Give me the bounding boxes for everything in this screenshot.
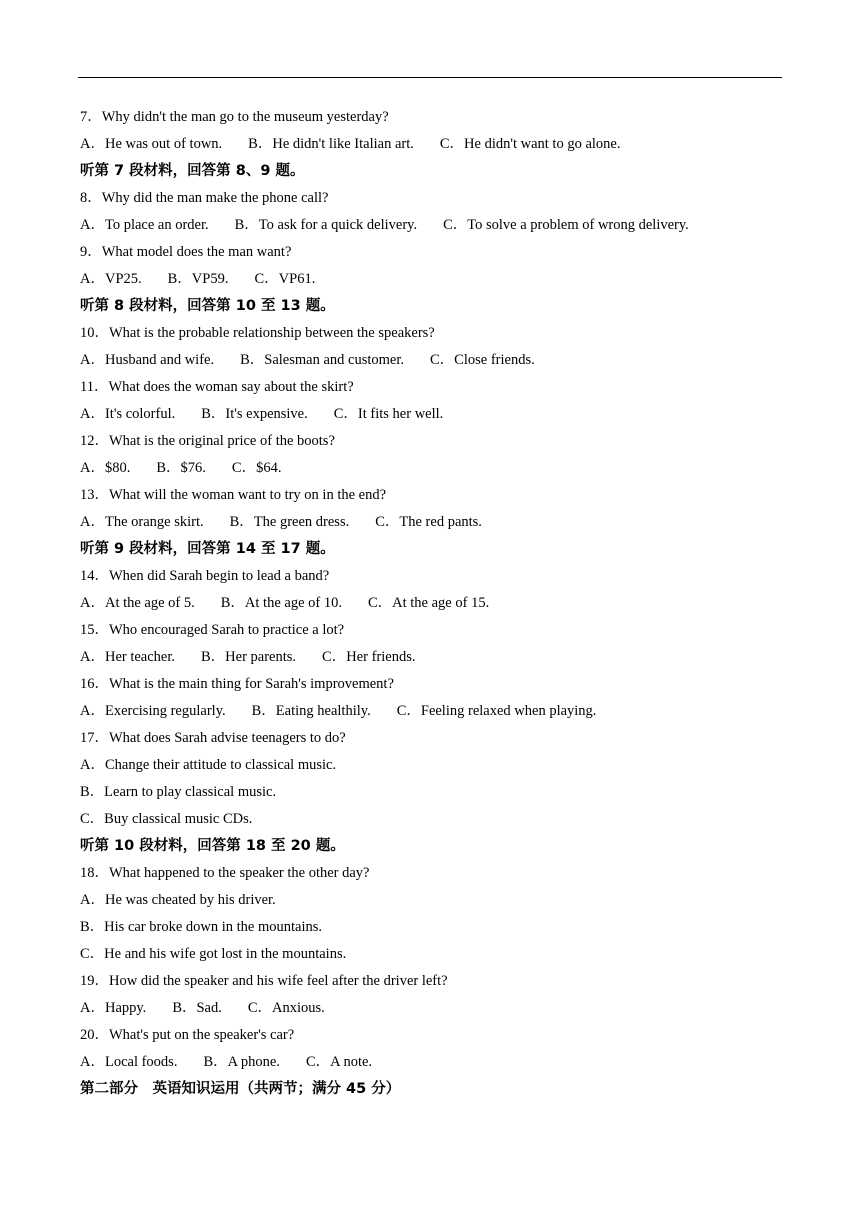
answer-option: A．Local foods. [80, 1054, 178, 1070]
answer-option: C．To solve a problem of wrong delivery. [443, 217, 689, 233]
answer-option: B．His car broke down in the mountains. [80, 919, 323, 935]
answer-option: C．Close friends. [430, 352, 535, 368]
answer-options [80, 509, 780, 536]
answer-option: B．It's expensive. [201, 406, 308, 422]
answer-option: A．VP25. [80, 271, 142, 287]
answer-option: A．At the age of 5. [80, 595, 195, 611]
answer-option: B．Salesman and customer. [240, 352, 405, 368]
answer-options [80, 752, 780, 779]
exam-content [80, 104, 780, 1103]
answer-option: A．The orange skirt. [80, 514, 204, 530]
answer-option: B．VP59. [167, 271, 229, 287]
question-stem: 14．When did Sarah begin to lead a band? [80, 568, 330, 584]
answer-option: B．Learn to play classical music. [80, 784, 277, 800]
question-stem: 13．What will the woman want to try on in the end? [80, 487, 387, 503]
answer-option: B．$76. [156, 460, 206, 476]
answer-options [80, 590, 780, 617]
answer-options [80, 914, 780, 941]
answer-option: A．To place an order. [80, 217, 209, 233]
answer-options [80, 806, 780, 833]
answer-options [80, 779, 780, 806]
answer-option: B．Sad. [172, 1000, 222, 1016]
answer-option: C．$64. [231, 460, 282, 476]
answer-option: B．The green dress. [229, 514, 350, 530]
answer-options [80, 347, 780, 374]
question-stem: 8．Why did the man make the phone call? [80, 190, 329, 206]
answer-option: C．Anxious. [247, 1000, 325, 1016]
answer-options [80, 212, 780, 239]
answer-option: B．At the age of 10. [220, 595, 342, 611]
answer-option: C．At the age of 15. [367, 595, 490, 611]
answer-option: A．Her teacher. [80, 649, 176, 665]
answer-option: A．Husband and wife. [80, 352, 215, 368]
answer-options [80, 644, 780, 671]
section-heading: 听第 7 段材料，回答第 8、9 题。 [80, 163, 305, 179]
answer-option: B．He didn't like Italian art. [248, 136, 414, 152]
answer-option: B．Her parents. [201, 649, 297, 665]
answer-option: C．Her friends. [322, 649, 416, 665]
question-stem: 11．What does the woman say about the skirt? [80, 379, 354, 395]
answer-option: C．He and his wife got lost in the mountains. [80, 946, 347, 962]
question-stem: 7．Why didn't the man go to the museum yesterday? [80, 109, 389, 125]
answer-option: A．He was cheated by his driver. [80, 892, 276, 908]
section-heading: 听第 8 段材料，回答第 10 至 13 题。 [80, 298, 335, 314]
answer-options [80, 455, 780, 482]
answer-option: C．A note. [305, 1054, 373, 1070]
answer-option: A．It's colorful. [80, 406, 176, 422]
section-heading: 第二部分 英语知识运用（共两节；满分 45 分） [80, 1081, 401, 1097]
answer-option: B．A phone. [203, 1054, 280, 1070]
answer-options [80, 995, 780, 1022]
answer-option: C．Buy classical music CDs. [80, 811, 253, 827]
answer-options [80, 698, 780, 725]
answer-option: C．It fits her well. [333, 406, 444, 422]
question-stem: 19．How did the speaker and his wife feel after the driver left? [80, 973, 448, 989]
question-stem: 12．What is the original price of the boots? [80, 433, 335, 449]
answer-option: C．Feeling relaxed when playing. [396, 703, 597, 719]
answer-option: A．Exercising regularly. [80, 703, 226, 719]
question-stem: 16．What is the main thing for Sarah's improvement? [80, 676, 394, 692]
answer-options [80, 1049, 780, 1076]
answer-option: C．VP61. [254, 271, 316, 287]
answer-option: A．$80. [80, 460, 131, 476]
section-heading: 听第 10 段材料，回答第 18 至 20 题。 [80, 838, 345, 854]
question-stem: 17．What does Sarah advise teenagers to do? [80, 730, 346, 746]
answer-option: A．He was out of town. [80, 136, 223, 152]
answer-option: B．To ask for a quick delivery. [234, 217, 418, 233]
answer-option: C．He didn't want to go alone. [439, 136, 621, 152]
question-stem: 18．What happened to the speaker the other day? [80, 865, 370, 881]
answer-options [80, 266, 780, 293]
answer-option: C．The red pants. [375, 514, 482, 530]
question-stem: 15．Who encouraged Sarah to practice a lot? [80, 622, 345, 638]
answer-option: B．Eating healthily. [251, 703, 371, 719]
answer-option: A．Change their attitude to classical music. [80, 757, 337, 773]
question-stem: 20．What's put on the speaker's car? [80, 1027, 295, 1043]
question-stem: 10．What is the probable relationship between the speakers? [80, 325, 435, 341]
question-stem: 9．What model does the man want? [80, 244, 292, 260]
answer-options [80, 131, 780, 158]
answer-option: A．Happy. [80, 1000, 147, 1016]
answer-options [80, 941, 780, 968]
answer-options [80, 401, 780, 428]
header-rule [78, 77, 782, 78]
section-heading: 听第 9 段材料，回答第 14 至 17 题。 [80, 541, 335, 557]
answer-options [80, 887, 780, 914]
